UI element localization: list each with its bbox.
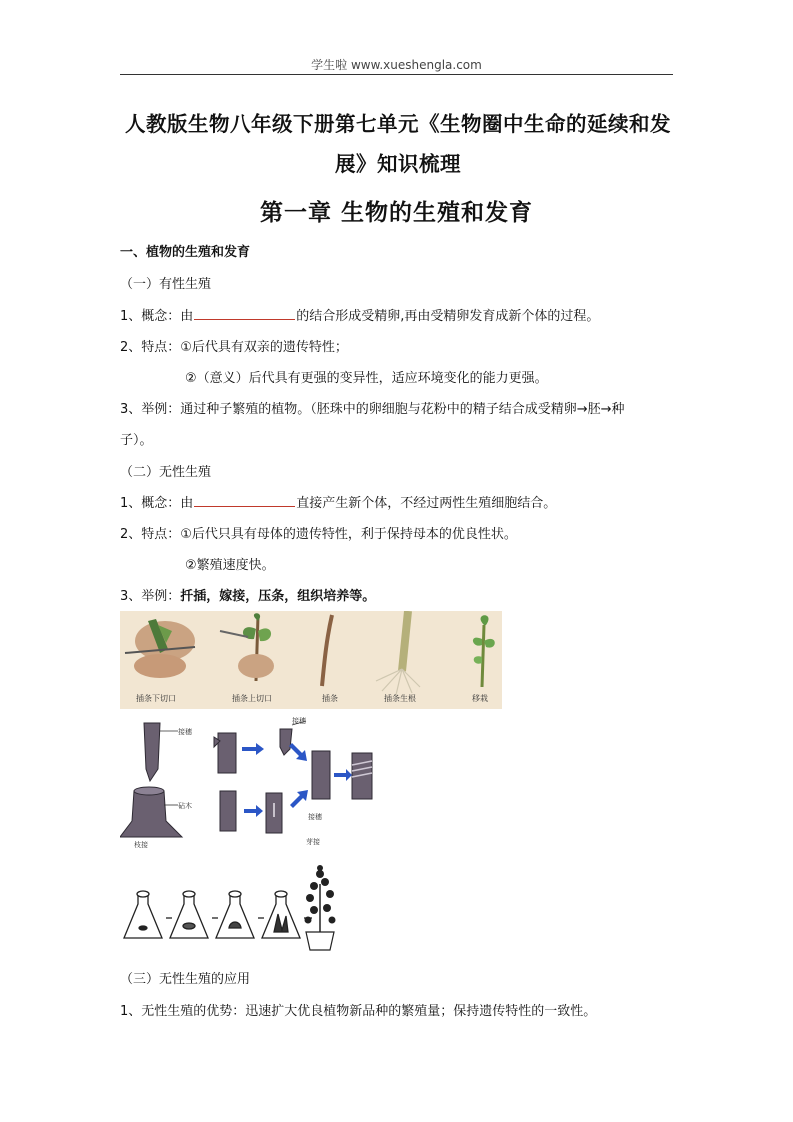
- asexual-concept-prefix: 1、概念：由: [120, 496, 194, 511]
- rootstock-illustration: [120, 791, 182, 837]
- label-scion-3: 接穗: [308, 813, 322, 821]
- header-divider: [120, 74, 673, 75]
- fill-blank: [194, 307, 295, 320]
- document-title-line-1: 人教版生物八年级下册第七单元《生物圈中生命的延续和发: [125, 112, 671, 136]
- document-title-line-2: 展》知识梳理: [335, 152, 461, 176]
- asexual-feature-1: 2、特点：①后代只具有母体的遗传特性，利于保持母本的优良性状。: [120, 527, 517, 542]
- label-branch-graft: 枝接: [134, 841, 148, 849]
- arrow-down-right-icon: [289, 743, 307, 761]
- culture-flask-1: [124, 891, 162, 938]
- process-arrows: [242, 743, 352, 817]
- asexual-concept: [120, 492, 556, 511]
- bud-graft-stock: [220, 791, 236, 831]
- sexual-concept: [120, 305, 599, 324]
- caption-rooting: 插条生根: [384, 694, 416, 703]
- branch-graft-scion: [280, 729, 292, 755]
- arrow-right-icon: [334, 769, 352, 781]
- caption-lower-cut: 插条下切口: [136, 694, 176, 703]
- section-heading: 一、植物的生殖和发育: [120, 245, 251, 260]
- asexual-concept-suffix: 直接产生新个体，不经过两性生殖细胞结合。: [296, 496, 557, 511]
- sexual-reproduction-heading: （一）有性生殖: [120, 277, 212, 292]
- arrow-right-icon: [244, 805, 263, 817]
- label-scion: 接穗: [178, 728, 192, 736]
- sexual-example-line-2: 子）。: [120, 433, 153, 448]
- asexual-reproduction-heading: （二）无性生殖: [120, 465, 212, 480]
- asexual-example-methods: 扦插，嫁接，压条，组织培养等。: [180, 589, 376, 604]
- caption-cutting: 插条: [322, 694, 338, 703]
- sexual-concept-prefix: 1、概念：由: [120, 309, 194, 324]
- asexual-example: [120, 585, 375, 604]
- branch-graft-stock: [218, 733, 236, 773]
- label-scion-2: 接穗: [292, 717, 306, 725]
- label-bud-graft: 芽接: [306, 838, 320, 846]
- arrow-up-right-icon: [290, 790, 308, 808]
- sexual-example-line-1: 3、举例：通过种子繁殖的植物。（胚珠中的卵细胞与花粉中的精子结合成受精卵→胚→种: [120, 402, 625, 417]
- application-heading: （三）无性生殖的应用: [120, 972, 251, 987]
- culture-flask-2: [170, 891, 208, 938]
- cutting-propagation-figure: [120, 611, 502, 709]
- scion-illustration: [144, 723, 160, 781]
- potted-plant-illustration: [305, 865, 336, 950]
- tissue-culture-figure: [120, 864, 336, 952]
- chapter-heading: 第一章 生物的生殖和发育: [259, 200, 533, 226]
- caption-transplant: 移栽: [472, 694, 488, 703]
- application-item-1: 1、无性生殖的优势：迅速扩大优良植物新品种的繁殖量；保持遗传特性的一致性。: [120, 1004, 597, 1019]
- arrow-right-icon: [242, 743, 264, 755]
- sexual-feature-1: 2、特点：①后代具有双亲的遗传特性；: [120, 340, 348, 355]
- grafting-figure: [120, 713, 385, 851]
- asexual-example-prefix: 3、举例：: [120, 589, 181, 604]
- culture-flask-4: [262, 891, 300, 938]
- caption-upper-cut: 插条上切口: [232, 694, 272, 703]
- page-header: 学生啦 www.xueshengla.com: [311, 58, 482, 72]
- sexual-concept-suffix: 的结合形成受精卵,再由受精卵发育成新个体的过程。: [296, 309, 600, 324]
- fill-blank: [194, 494, 295, 507]
- label-rootstock: 砧木: [178, 802, 192, 810]
- culture-flask-3: [216, 891, 254, 938]
- asexual-feature-2: ②繁殖速度快。: [185, 558, 275, 573]
- sexual-feature-2: ②（意义）后代具有更强的变异性，适应环境变化的能力更强。: [185, 371, 548, 386]
- graft-joined-stem: [312, 751, 330, 799]
